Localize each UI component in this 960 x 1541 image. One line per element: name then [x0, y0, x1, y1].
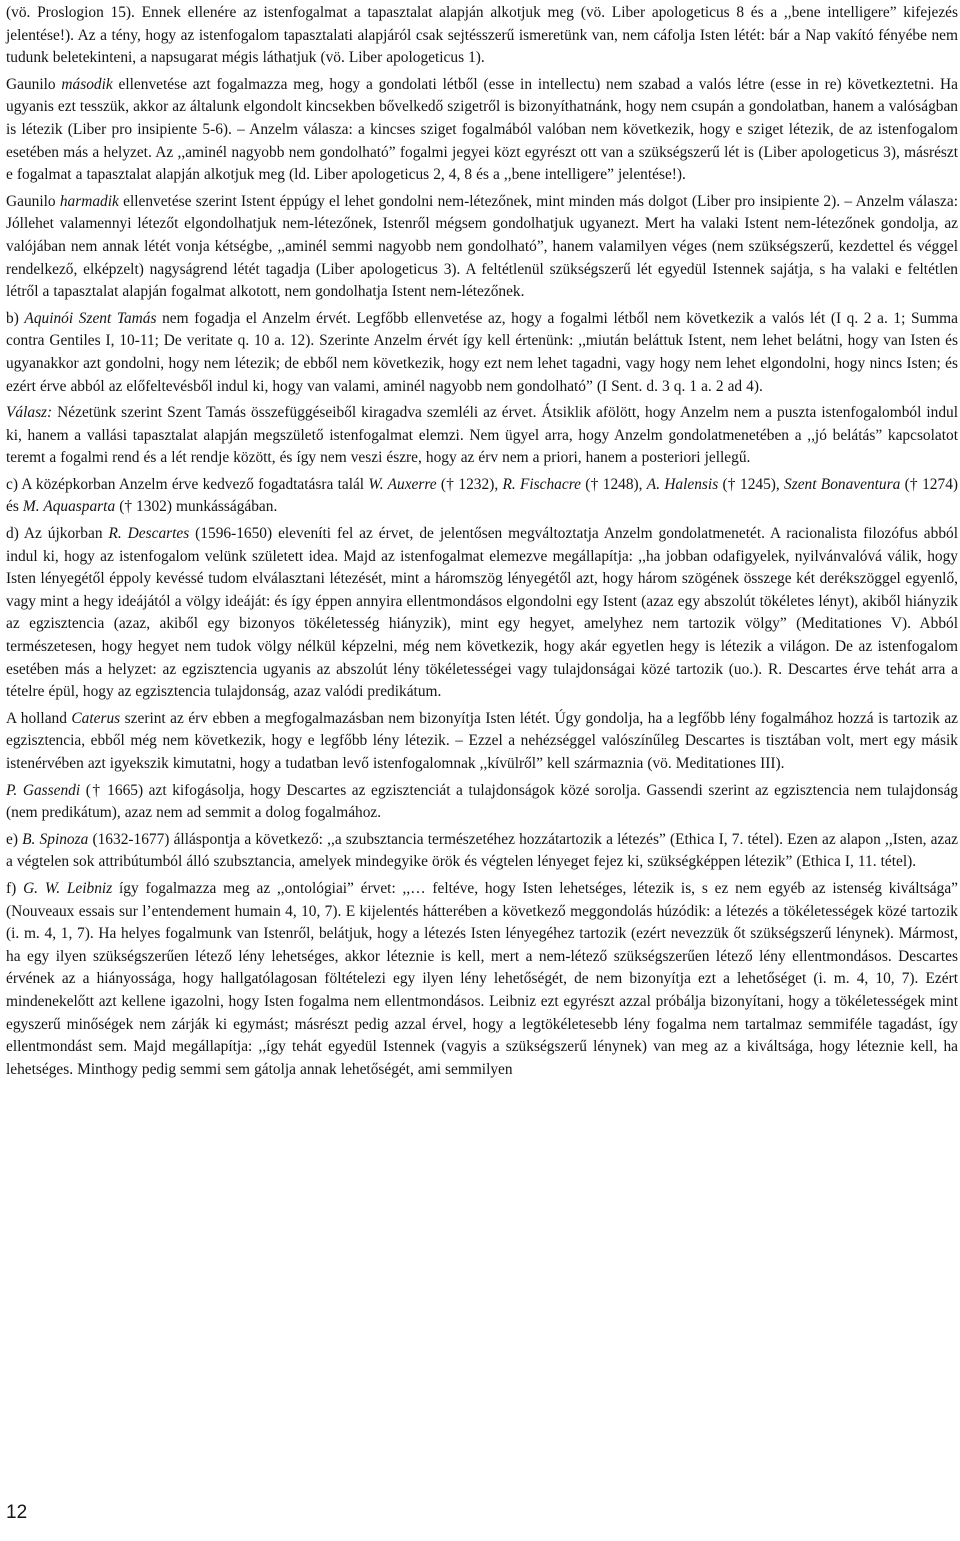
- text-segment: c) A középkorban Anzelm érve kedvező fogadtatásra talál: [6, 475, 369, 493]
- italic-text: R. Fischacre: [502, 475, 581, 493]
- paragraph-gaunilo-third-objection: [6, 191, 958, 304]
- text-segment: ellenvetése azt fogalmazza meg, hogy a gondolati létből (esse in intellectu) nem szabad a valós létre (esse in re) következtetni. Ha ugyanis ezt tesszük, akkor az általunk elgondolt kincsekben bővelkedő szigetről is bizonyíthatnánk, hogy nem csupán a gondolatban, hanem a valóságban is létezik (Liber pro insipiente 5-6). – Anzelm válasza: a kincses sziget fogalmából valóban nem következik, hogy e sziget létezik, de az istenfogalom esetében más a helyzet. Az ,,aminél nagyobb nem gondolható” fogalmi jegyei közt egyrészt ott van a szükségszerű lét is (Liber apologeticus 3), másrészt e fogalmat a tapasztalat alapján alkotjuk meg (ld. Liber apologeticus 2, 4, 8 és a ,,bene intelligere” jelentése!).: [6, 75, 958, 184]
- paragraph-spinoza: [6, 829, 958, 874]
- italic-text: B. Spinoza: [22, 830, 89, 848]
- paragraph-leibniz: [6, 878, 958, 1081]
- text-segment: Gaunilo: [6, 192, 60, 210]
- text-segment: († 1245),: [718, 475, 785, 493]
- italic-text: G. W. Leibniz: [23, 879, 113, 897]
- italic-text: Szent Bonaventura: [784, 475, 901, 493]
- italic-text: P. Gassendi: [6, 781, 81, 799]
- text-segment: († 1665) azt kifogásolja, hogy Descartes az egzisztenciát a tulajdonságok közé sorolja. Gassendi szerint az egzisztencia nem tulajdonság (nem predikátum), azaz nem ad semmit a dolog fogalmához.: [6, 781, 958, 822]
- italic-text: harmadik: [59, 192, 119, 210]
- italic-text: második: [61, 75, 113, 93]
- body-text: [6, 2, 958, 1085]
- italic-text: A. Halensis: [646, 475, 719, 493]
- text-segment: d) Az újkorban: [6, 525, 109, 543]
- text-segment: e): [6, 830, 23, 848]
- text-segment: Gaunilo: [6, 75, 62, 93]
- text-segment: nem fogadja el Anzelm érvét. Legfőbb ellenvetése az, hogy a fogalmi létből nem következik a valós lét (I q. 2 a. 1; Summa contra Gentiles I, 10-11; De veritate q. 10 a. 12). Szerinte Anzelm érvét így kell értenünk: ,,miután beláttuk Istent, nem lehet belátni, hogy van Isten és ugyanakkor azt gondolni, hogy nem létezik; de ebből nem következik, hogy ezt nem lehet tagadni, vagy hogy nem lehet elgondolni, hogy nincs Isten; és ezért érve abból az előfeltevésből indul ki, hogy van valami, aminél nagyobb nem gondolható” (I Sent. d. 3 q. 1 a. 2 ad 4).: [6, 309, 958, 395]
- text-segment: b): [6, 309, 25, 327]
- text-segment: ellenvetése szerint Istent éppúgy el lehet gondolni nem-létezőnek, mint minden más dolgot (Liber pro insipiente 2). – Anzelm válasza: Jóllehet valamennyi létezőt elgondolhatjuk nem-létezőnek, Istenről mégsem gondolhatjuk ugyanezt. Mert ha valaki Istent nem-létezőnek gondolja, az valójában nem annak létét vonja kétségbe, ,,aminél semmi nagyobb nem gondolható”, hanem valamilyen véges (nem szükségszerű, kezdettel és véggel rendelkező, elképzelt) nagyságrend létét tagadja (Liber apologeticus 3). A feltétlenül szükségszerű lét egyedül Istennek sajátja, s ha valaki e feltétlen létről a tapasztalat alapján fogalmat alkotott, nem gondolhatja Istent nem-létezőnek.: [6, 192, 958, 301]
- text-segment: († 1232),: [436, 475, 503, 493]
- italic-text: W. Auxerre: [368, 475, 437, 493]
- italic-text: R. Descartes: [108, 525, 190, 543]
- paragraph-gaunilo-second-objection: [6, 74, 958, 187]
- text-segment: († 1302) munkásságában.: [115, 498, 278, 516]
- italic-text: Caterus: [71, 709, 121, 727]
- text-segment: A holland: [6, 709, 72, 727]
- text-segment: († 1248),: [580, 475, 647, 493]
- paragraph-caterus: [6, 708, 958, 776]
- text-segment: így fogalmazza meg az ,,ontológiai” érvet: ,,… feltéve, hogy Isten lehetséges, létezik is, s ez nem egyéb az istenség kiváltsága” (Nouveaux essais sur l’entendement humain 4, 10, 7). E kijelentés hátterében a következő meggondolás húzódik: a létezés a tökéletességek közé tartozik (i. m. 4, 1, 7). Ha helyes fogalmunk van Istenről, belátjuk, hogy a létezés Isten lényegéhez tartozik (ezért nevezzük őt szükségszerű lénynek). Mármost, ha egy ilyen szükségszerűen létező lény lehetséges, akkor léteznie is kell, mert a nem-létező szükségszerűen létező lény ellentmondásos. Descartes érvének az a hiányossága, hogy hallgatólagosan föltételezi egy ilyen lény lehetőségét, de nem bizonyítja ezt a lehetőséget (i. m. 4, 10, 7). Ezért mindenekelőtt azt kellene igazolni, hogy Isten fogalma nem ellentmondásos. Leibniz ezt egyrészt azzal próbálja bizonyítani, hogy a tökéletességek mint egyszerű minőségek nem zárják ki egymást; másrészt pedig azzal érvel, hogy a legtökéletesebb lény fogalma nem tartalmaz semmiféle tagadást, így ellentmondást sem. Majd megállapítja: ,,így tehát egyedül Istennek (vagyis a szükségszerű lénynek) van meg az a kiváltsága, hogy léteznie kell, ha lehetséges. Minthogy pedig semmi sem gátolja annak lehetőségét, ami semmilyen: [6, 879, 958, 1078]
- paragraph-response: [6, 402, 958, 470]
- text-segment: f): [6, 879, 24, 897]
- text-segment: Nézetünk szerint Szent Tamás összefüggéseiből kiragadva szemléli az érvet. Átsiklik afölött, hogy Anzelm nem a puszta istenfogalomból indul ki, hanem a vallási tapasztalat alapján megszülető istenfogalmat elemzi. Nem ügyel arra, hogy Anzelm gondolatmenetében a ,,jó belátás” kapcsolatot teremt a fogalmi rend és a lét rendje között, és így nem veszi észre, hogy az érv nem a priori, hanem a posteriori jellegű.: [6, 404, 958, 467]
- page-number: 12: [6, 1502, 28, 1523]
- paragraph-middle-ages: [6, 474, 958, 519]
- italic-text: M. Aquasparta: [22, 498, 116, 516]
- paragraph-proslogion: [6, 2, 958, 70]
- text-segment: szerint az érv ebben a megfogalmazásban nem bizonyítja Isten létét. Úgy gondolja, ha a legfőbb lény fogalmához hozzá is tartozik az egzisztencia, ebből még nem következik, hogy e legfőbb lény létezik. – Ezzel a nehézséggel valószínűleg Descartes is tisztában volt, mert egy másik istenérvében azt igyekszik kimutatni, hogy a tudatban levő istenfogalomnak ,,kívülről” kell származnia (vö. Meditationes III).: [6, 709, 959, 772]
- text-segment: (1632-1677) álláspontja a következő: ,,a szubsztancia természetéhez hozzátartozik a létezés” (Ethica I, 7. tétel). Ezen az alapon ,,Isten, azaz a végtelen sok attribútumból álló szubsztancia, amelyek mindegyike örök és végtelen lényeget fejez ki, szükségképpen létezik” (Ethica I, 11. tétel).: [6, 830, 958, 871]
- italic-text: Aquinói Szent Tamás: [24, 309, 157, 327]
- text-segment: (vö. Proslogion 15). Ennek ellenére az istenfogalmat a tapasztalat alapján alkotjuk meg (vö. Liber apologeticus 8 és a ,,bene intelligere” kifejezés jelentése!). Az a tény, hogy az istenfogalom tapasztalati alapjáról csak sejtésszerű ismeretünk van, nem cáfolja Isten létét: bár a Nap vakító fényébe nem tudunk beletekinteni, a napsugarat mégis láthatjuk (vö. Liber apologeticus 1).: [6, 4, 958, 67]
- paragraph-gassendi: [6, 780, 958, 825]
- italic-text: Válasz:: [6, 404, 53, 422]
- paragraph-descartes: [6, 523, 958, 704]
- text-segment: († 1274) és: [6, 475, 959, 516]
- paragraph-aquinas: [6, 308, 958, 398]
- text-segment: (1596-1650) eleveníti fel az érvet, de jelentősen megváltoztatja Anzelm gondolatmenetét. A racionalista filozófus abból indul ki, hogy az istenfogalom velünk született idea. Majd az istenfogalmat elemezve megállapítja: ,,ha jobban odafigyelek, nyilvánvalóvá válik, hogy Isten lényegétől éppoly kevéssé tudom elválasztani létezését, mint a háromszög lényegétől azt, hogy három szögének összege két derékszöggel egyenlő, vagy mint a hegy ideájától a völgy ideáját: és így éppen annyira ellentmondásos elgondolni egy Istent (azaz egy abszolút tökéletes lényt), akiből hiányzik az egzisztencia (azaz, akiből egy bizonyos tökéletesség hiányzik), mint egy hegyet, amelyhez nem tartozik völgy” (Meditationes V). Abból természetesen, hogy hegyet nem tudok völgy nélkül képzelni, még nem következik, hogy akár egyetlen hegy is létezik a világon. De az istenfogalom esetében más a helyzet: az egzisztencia ugyanis az abszolút lény tökéletességei vagy tulajdonságai közé tartozik (uo.). R. Descartes érve tehát arra a tételre épül, hogy az egzisztencia tulajdonság, azaz valódi predikátum.: [6, 525, 958, 701]
